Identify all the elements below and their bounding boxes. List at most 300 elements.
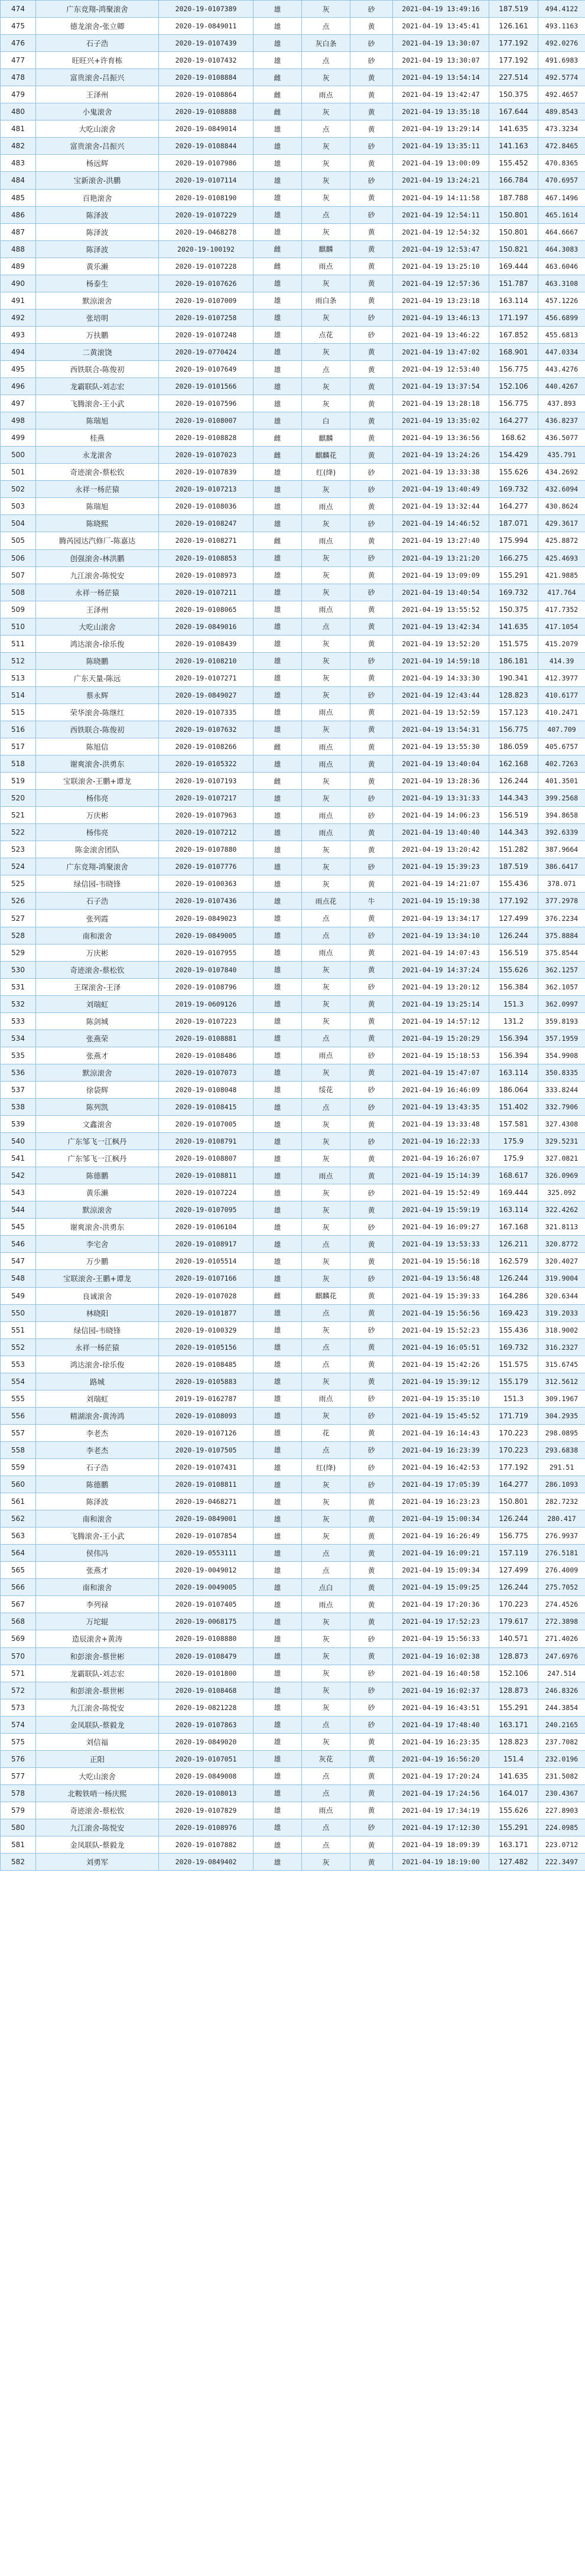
rank-cell: 485: [1, 189, 36, 206]
speed-cell: 329.5231: [538, 1133, 585, 1150]
eye-cell: 牛: [350, 893, 393, 910]
arrival-time-cell: 2021-04-19 16:42:53: [393, 1458, 489, 1476]
rank-cell: 565: [1, 1562, 36, 1579]
ring-number-cell: 2020-19-0468271: [159, 1493, 254, 1510]
table-row: [1, 1253, 585, 1270]
speed-cell: 415.2079: [538, 635, 585, 652]
ring-number-cell: 2019-19-0162787: [159, 1390, 254, 1407]
results-table-body: [1, 1, 585, 1871]
eye-cell: 黄: [350, 240, 393, 258]
owner-cell: 大吃山滚舍: [36, 1767, 159, 1784]
eye-cell: 黄: [350, 1373, 393, 1390]
table-row: [1, 326, 585, 343]
eye-cell: 砂: [350, 481, 393, 498]
table-row: [1, 927, 585, 944]
sex-cell: 雄: [254, 841, 302, 858]
feather-color-cell: 灰: [302, 790, 350, 807]
ring-number-cell: 2020-19-0107009: [159, 292, 254, 309]
speed-cell: 443.4276: [538, 360, 585, 377]
table-row: [1, 1716, 585, 1733]
speed-cell: 463.6046: [538, 258, 585, 275]
owner-cell: 杨伟亮: [36, 824, 159, 841]
rank-cell: 494: [1, 343, 36, 360]
feather-color-cell: 灰: [302, 1407, 350, 1424]
eye-cell: 黄: [350, 1767, 393, 1784]
ring-number-cell: 2020-19-0107248: [159, 326, 254, 343]
sex-cell: 雄: [254, 1424, 302, 1441]
arrival-time-cell: 2021-04-19 13:46:22: [393, 326, 489, 343]
table-row: [1, 686, 585, 704]
ring-number-cell: 2020-19-0849014: [159, 121, 254, 138]
sex-cell: 雄: [254, 326, 302, 343]
distance-cell: 164.277: [489, 412, 538, 429]
arrival-time-cell: 2021-04-19 16:23:23: [393, 1493, 489, 1510]
distance-cell: 151.282: [489, 841, 538, 858]
eye-cell: 黄: [350, 1012, 393, 1030]
ring-number-cell: 2020-19-0107389: [159, 1, 254, 18]
speed-cell: 492.5774: [538, 69, 585, 86]
owner-cell: 石子浩: [36, 35, 159, 52]
distance-cell: 167.168: [489, 1219, 538, 1236]
owner-cell: 石子浩: [36, 893, 159, 910]
speed-cell: 244.3854: [538, 1699, 585, 1716]
sex-cell: 雄: [254, 155, 302, 172]
sex-cell: 雄: [254, 1373, 302, 1390]
speed-cell: 274.4526: [538, 1596, 585, 1613]
speed-cell: 362.0997: [538, 995, 585, 1012]
rank-cell: 496: [1, 378, 36, 395]
feather-color-cell: 灰: [302, 1476, 350, 1493]
rank-cell: 555: [1, 1390, 36, 1407]
sex-cell: 雄: [254, 1270, 302, 1287]
table-row: [1, 1802, 585, 1819]
feather-color-cell: 点: [302, 1441, 350, 1458]
distance-cell: 163.114: [489, 292, 538, 309]
arrival-time-cell: 2021-04-19 17:48:40: [393, 1716, 489, 1733]
rank-cell: 504: [1, 515, 36, 532]
eye-cell: 砂: [350, 1, 393, 18]
table-row: [1, 824, 585, 841]
ring-number-cell: 2020-19-0105156: [159, 1339, 254, 1356]
owner-cell: 富贵滚舍-吕振兴: [36, 69, 159, 86]
eye-cell: 黄: [350, 995, 393, 1012]
ring-number-cell: 2020-19-0068175: [159, 1613, 254, 1630]
feather-color-cell: 灰: [302, 1064, 350, 1081]
speed-cell: 456.6899: [538, 309, 585, 326]
rank-cell: 581: [1, 1836, 36, 1854]
table-row: [1, 1699, 585, 1716]
eye-cell: 黄: [350, 773, 393, 790]
distance-cell: 164.277: [489, 498, 538, 515]
feather-color-cell: 灰: [302, 721, 350, 738]
speed-cell: 298.0895: [538, 1424, 585, 1441]
sex-cell: 雄: [254, 515, 302, 532]
owner-cell: 鸿达滚舍-徐乐俊: [36, 1356, 159, 1373]
speed-cell: 327.0821: [538, 1150, 585, 1167]
distance-cell: 156.775: [489, 395, 538, 412]
feather-color-cell: 点: [302, 927, 350, 944]
eye-cell: 黄: [350, 121, 393, 138]
speed-cell: 378.071: [538, 875, 585, 893]
arrival-time-cell: 2021-04-19 13:54:31: [393, 721, 489, 738]
table-row: [1, 1767, 585, 1784]
rank-cell: 566: [1, 1579, 36, 1596]
feather-color-cell: 灰: [302, 652, 350, 669]
rank-cell: 510: [1, 618, 36, 635]
table-row: [1, 1733, 585, 1750]
eye-cell: 黄: [350, 1356, 393, 1373]
eye-cell: 黄: [350, 704, 393, 721]
arrival-time-cell: 2021-04-19 15:14:39: [393, 1167, 489, 1184]
table-row: [1, 532, 585, 549]
rank-cell: 530: [1, 961, 36, 978]
arrival-time-cell: 2021-04-19 13:47:02: [393, 343, 489, 360]
ring-number-cell: 2020-19-0821228: [159, 1699, 254, 1716]
speed-cell: 401.3501: [538, 773, 585, 790]
rank-cell: 558: [1, 1441, 36, 1458]
table-row: [1, 1236, 585, 1253]
eye-cell: 黄: [350, 189, 393, 206]
feather-color-cell: 点: [302, 1339, 350, 1356]
rank-cell: 543: [1, 1184, 36, 1201]
eye-cell: 砂: [350, 1270, 393, 1287]
distance-cell: 171.197: [489, 309, 538, 326]
eye-cell: 黄: [350, 1116, 393, 1133]
sex-cell: 雄: [254, 412, 302, 429]
sex-cell: 雄: [254, 1099, 302, 1116]
eye-cell: 砂: [350, 1047, 393, 1064]
speed-cell: 457.1226: [538, 292, 585, 309]
eye-cell: 黄: [350, 1424, 393, 1441]
feather-color-cell: 雨白条: [302, 292, 350, 309]
sex-cell: 雄: [254, 1047, 302, 1064]
speed-cell: 231.5082: [538, 1767, 585, 1784]
eye-cell: 黄: [350, 1784, 393, 1802]
table-row: [1, 704, 585, 721]
ring-number-cell: 2020-19-0108247: [159, 515, 254, 532]
arrival-time-cell: 2021-04-19 15:39:23: [393, 858, 489, 875]
eye-cell: 黄: [350, 1339, 393, 1356]
distance-cell: 186.064: [489, 1081, 538, 1098]
ring-number-cell: 2020-19-0101800: [159, 1665, 254, 1682]
distance-cell: 155.436: [489, 875, 538, 893]
ring-number-cell: 2020-19-0107963: [159, 807, 254, 824]
arrival-time-cell: 2021-04-19 18:09:39: [393, 1836, 489, 1854]
sex-cell: 雄: [254, 378, 302, 395]
arrival-time-cell: 2021-04-19 13:54:14: [393, 69, 489, 86]
feather-color-cell: 雨点: [302, 755, 350, 773]
owner-cell: 南和滚舍: [36, 927, 159, 944]
rank-cell: 498: [1, 412, 36, 429]
rank-cell: 484: [1, 172, 36, 189]
feather-color-cell: 点: [302, 1030, 350, 1047]
rank-cell: 481: [1, 121, 36, 138]
ring-number-cell: 2020-19-0108807: [159, 1150, 254, 1167]
owner-cell: 李老杰: [36, 1424, 159, 1441]
sex-cell: 雄: [254, 1150, 302, 1167]
speed-cell: 319.9004: [538, 1270, 585, 1287]
distance-cell: 166.275: [489, 549, 538, 566]
table-row: [1, 566, 585, 584]
distance-cell: 169.732: [489, 1339, 538, 1356]
ring-number-cell: 2020-19-0108048: [159, 1081, 254, 1098]
sex-cell: 雄: [254, 669, 302, 686]
eye-cell: 砂: [350, 464, 393, 481]
owner-cell: 二黄滚饶: [36, 343, 159, 360]
speed-cell: 455.6813: [538, 326, 585, 343]
speed-cell: 362.1257: [538, 961, 585, 978]
rank-cell: 513: [1, 669, 36, 686]
owner-cell: 张燕荣: [36, 1030, 159, 1047]
distance-cell: 166.784: [489, 172, 538, 189]
feather-color-cell: 雨点: [302, 86, 350, 103]
sex-cell: 雄: [254, 1184, 302, 1201]
arrival-time-cell: 2021-04-19 13:35:18: [393, 103, 489, 121]
sex-cell: 雄: [254, 1510, 302, 1528]
eye-cell: 砂: [350, 1321, 393, 1339]
distance-cell: 128.873: [489, 1647, 538, 1665]
arrival-time-cell: 2021-04-19 13:33:48: [393, 1116, 489, 1133]
table-row: [1, 138, 585, 155]
ring-number-cell: 2020-19-0108439: [159, 635, 254, 652]
arrival-time-cell: 2021-04-19 13:55:30: [393, 738, 489, 755]
speed-cell: 402.7263: [538, 755, 585, 773]
arrival-time-cell: 2021-04-19 12:57:36: [393, 275, 489, 292]
table-row: [1, 1030, 585, 1047]
arrival-time-cell: 2021-04-19 13:30:07: [393, 35, 489, 52]
table-row: [1, 961, 585, 978]
table-row: [1, 429, 585, 447]
speed-cell: 319.2033: [538, 1304, 585, 1321]
rank-cell: 512: [1, 652, 36, 669]
speed-cell: 276.5181: [538, 1545, 585, 1562]
eye-cell: 砂: [350, 858, 393, 875]
owner-cell: 万庆彬: [36, 807, 159, 824]
rank-cell: 499: [1, 429, 36, 447]
feather-color-cell: 灰: [302, 566, 350, 584]
speed-cell: 425.4693: [538, 549, 585, 566]
table-row: [1, 498, 585, 515]
arrival-time-cell: 2021-04-19 13:27:40: [393, 532, 489, 549]
table-row: [1, 669, 585, 686]
feather-color-cell: 灰: [302, 1, 350, 18]
sex-cell: 雄: [254, 292, 302, 309]
ring-number-cell: 2020-19-0107596: [159, 395, 254, 412]
owner-cell: 陈泽波: [36, 240, 159, 258]
arrival-time-cell: 2021-04-19 13:28:36: [393, 773, 489, 790]
sex-cell: 雄: [254, 1767, 302, 1784]
arrival-time-cell: 2021-04-19 12:53:47: [393, 240, 489, 258]
distance-cell: 177.192: [489, 1458, 538, 1476]
distance-cell: 169.732: [489, 481, 538, 498]
rank-cell: 486: [1, 206, 36, 223]
arrival-time-cell: 2021-04-19 16:22:33: [393, 1133, 489, 1150]
owner-cell: 王泽州: [36, 601, 159, 618]
eye-cell: 黄: [350, 275, 393, 292]
owner-cell: 精湖滚舍-黄涛鸿: [36, 1407, 159, 1424]
arrival-time-cell: 2021-04-19 13:40:40: [393, 824, 489, 841]
sex-cell: 雌: [254, 773, 302, 790]
speed-cell: 376.2234: [538, 910, 585, 927]
speed-cell: 272.3898: [538, 1613, 585, 1630]
feather-color-cell: 灰: [302, 841, 350, 858]
owner-cell: 永祥一杨茫猿: [36, 1339, 159, 1356]
feather-color-cell: 点: [302, 1819, 350, 1836]
distance-cell: 186.059: [489, 738, 538, 755]
ring-number-cell: 2020-19-0108796: [159, 978, 254, 995]
table-row: [1, 1167, 585, 1184]
arrival-time-cell: 2021-04-19 13:24:21: [393, 172, 489, 189]
speed-cell: 465.1614: [538, 206, 585, 223]
eye-cell: 砂: [350, 1682, 393, 1699]
feather-color-cell: 点: [302, 910, 350, 927]
ring-number-cell: 2020-19-0107126: [159, 1424, 254, 1441]
table-row: [1, 395, 585, 412]
sex-cell: 雄: [254, 790, 302, 807]
eye-cell: 黄: [350, 841, 393, 858]
feather-color-cell: 红(绛): [302, 464, 350, 481]
rank-cell: 478: [1, 69, 36, 86]
distance-cell: 140.571: [489, 1630, 538, 1647]
distance-cell: 151.575: [489, 635, 538, 652]
arrival-time-cell: 2021-04-19 14:07:43: [393, 944, 489, 961]
ring-number-cell: 2020-19-0108811: [159, 1476, 254, 1493]
feather-color-cell: 麒麟: [302, 429, 350, 447]
sex-cell: 雄: [254, 481, 302, 498]
owner-cell: 造辰滚舍+黄涛: [36, 1630, 159, 1647]
rank-cell: 480: [1, 103, 36, 121]
speed-cell: 489.8543: [538, 103, 585, 121]
feather-color-cell: 灰: [302, 395, 350, 412]
owner-cell: 陈德鹏: [36, 1167, 159, 1184]
sex-cell: 雄: [254, 1596, 302, 1613]
table-row: [1, 1133, 585, 1150]
feather-color-cell: 点: [302, 1304, 350, 1321]
table-row: [1, 1339, 585, 1356]
distance-cell: 156.384: [489, 978, 538, 995]
rank-cell: 548: [1, 1270, 36, 1287]
arrival-time-cell: 2021-04-19 14:46:52: [393, 515, 489, 532]
arrival-time-cell: 2021-04-19 13:40:04: [393, 755, 489, 773]
distance-cell: 141.635: [489, 121, 538, 138]
eye-cell: 砂: [350, 515, 393, 532]
ring-number-cell: 2020-19-0108973: [159, 566, 254, 584]
distance-cell: 155.179: [489, 1373, 538, 1390]
owner-cell: 默涼滚舍: [36, 1064, 159, 1081]
table-row: [1, 755, 585, 773]
rank-cell: 523: [1, 841, 36, 858]
eye-cell: 黄: [350, 961, 393, 978]
ring-number-cell: 2020-19-0849001: [159, 1510, 254, 1528]
sex-cell: 雄: [254, 395, 302, 412]
distance-cell: 186.181: [489, 652, 538, 669]
table-row: [1, 584, 585, 601]
ring-number-cell: 2020-19-0107863: [159, 1716, 254, 1733]
ring-number-cell: 2020-19-0107839: [159, 464, 254, 481]
owner-cell: 良诚滚舍: [36, 1287, 159, 1304]
owner-cell: 杨伟亮: [36, 790, 159, 807]
rank-cell: 539: [1, 1116, 36, 1133]
distance-cell: 126.161: [489, 18, 538, 35]
table-row: [1, 738, 585, 755]
owner-cell: 南和滚舍: [36, 1510, 159, 1528]
sex-cell: 雄: [254, 910, 302, 927]
owner-cell: 永祥一杨茫猿: [36, 481, 159, 498]
speed-cell: 405.6757: [538, 738, 585, 755]
table-row: [1, 601, 585, 618]
owner-cell: 张培明: [36, 309, 159, 326]
feather-color-cell: 灰: [302, 773, 350, 790]
speed-cell: 230.4367: [538, 1784, 585, 1802]
distance-cell: 127.499: [489, 1562, 538, 1579]
owner-cell: 陈列凯: [36, 1099, 159, 1116]
table-row: [1, 52, 585, 69]
arrival-time-cell: 2021-04-19 14:11:58: [393, 189, 489, 206]
eye-cell: 砂: [350, 1665, 393, 1682]
distance-cell: 144.343: [489, 790, 538, 807]
ring-number-cell: 2020-19-0107649: [159, 360, 254, 377]
rank-cell: 573: [1, 1699, 36, 1716]
owner-cell: 陈泽波: [36, 1493, 159, 1510]
feather-color-cell: 灰: [302, 155, 350, 172]
sex-cell: 雄: [254, 566, 302, 584]
table-row: [1, 1012, 585, 1030]
distance-cell: 164.277: [489, 1476, 538, 1493]
eye-cell: 黄: [350, 910, 393, 927]
speed-cell: 223.0712: [538, 1836, 585, 1854]
distance-cell: 156.775: [489, 721, 538, 738]
distance-cell: 156.775: [489, 360, 538, 377]
table-row: [1, 86, 585, 103]
ring-number-cell: 2020-19-0107432: [159, 52, 254, 69]
owner-cell: 王泽州: [36, 86, 159, 103]
speed-cell: 322.4262: [538, 1201, 585, 1219]
sex-cell: 雄: [254, 1030, 302, 1047]
rank-cell: 493: [1, 326, 36, 343]
eye-cell: 砂: [350, 549, 393, 566]
arrival-time-cell: 2021-04-19 13:30:07: [393, 52, 489, 69]
sex-cell: 雄: [254, 1682, 302, 1699]
speed-cell: 472.8465: [538, 138, 585, 155]
speed-cell: 320.4027: [538, 1253, 585, 1270]
eye-cell: 砂: [350, 1219, 393, 1236]
eye-cell: 砂: [350, 1081, 393, 1098]
table-row: [1, 155, 585, 172]
distance-cell: 127.482: [489, 1854, 538, 1871]
ring-number-cell: 2020-19-0849008: [159, 1767, 254, 1784]
table-row: [1, 978, 585, 995]
eye-cell: 黄: [350, 1236, 393, 1253]
speed-cell: 494.4122: [538, 1, 585, 18]
eye-cell: 砂: [350, 978, 393, 995]
rank-cell: 556: [1, 1407, 36, 1424]
speed-cell: 325.092: [538, 1184, 585, 1201]
distance-cell: 162.579: [489, 1253, 538, 1270]
feather-color-cell: 灰: [302, 1184, 350, 1201]
rank-cell: 506: [1, 549, 36, 566]
table-row: [1, 1458, 585, 1476]
eye-cell: 黄: [350, 360, 393, 377]
arrival-time-cell: 2021-04-19 14:57:12: [393, 1012, 489, 1030]
owner-cell: 黄乐濑: [36, 258, 159, 275]
distance-cell: 151.787: [489, 275, 538, 292]
speed-cell: 282.7232: [538, 1493, 585, 1510]
rank-cell: 572: [1, 1682, 36, 1699]
table-row: [1, 1321, 585, 1339]
rank-cell: 475: [1, 18, 36, 35]
feather-color-cell: 点: [302, 1562, 350, 1579]
ring-number-cell: 2020-19-0106104: [159, 1219, 254, 1236]
